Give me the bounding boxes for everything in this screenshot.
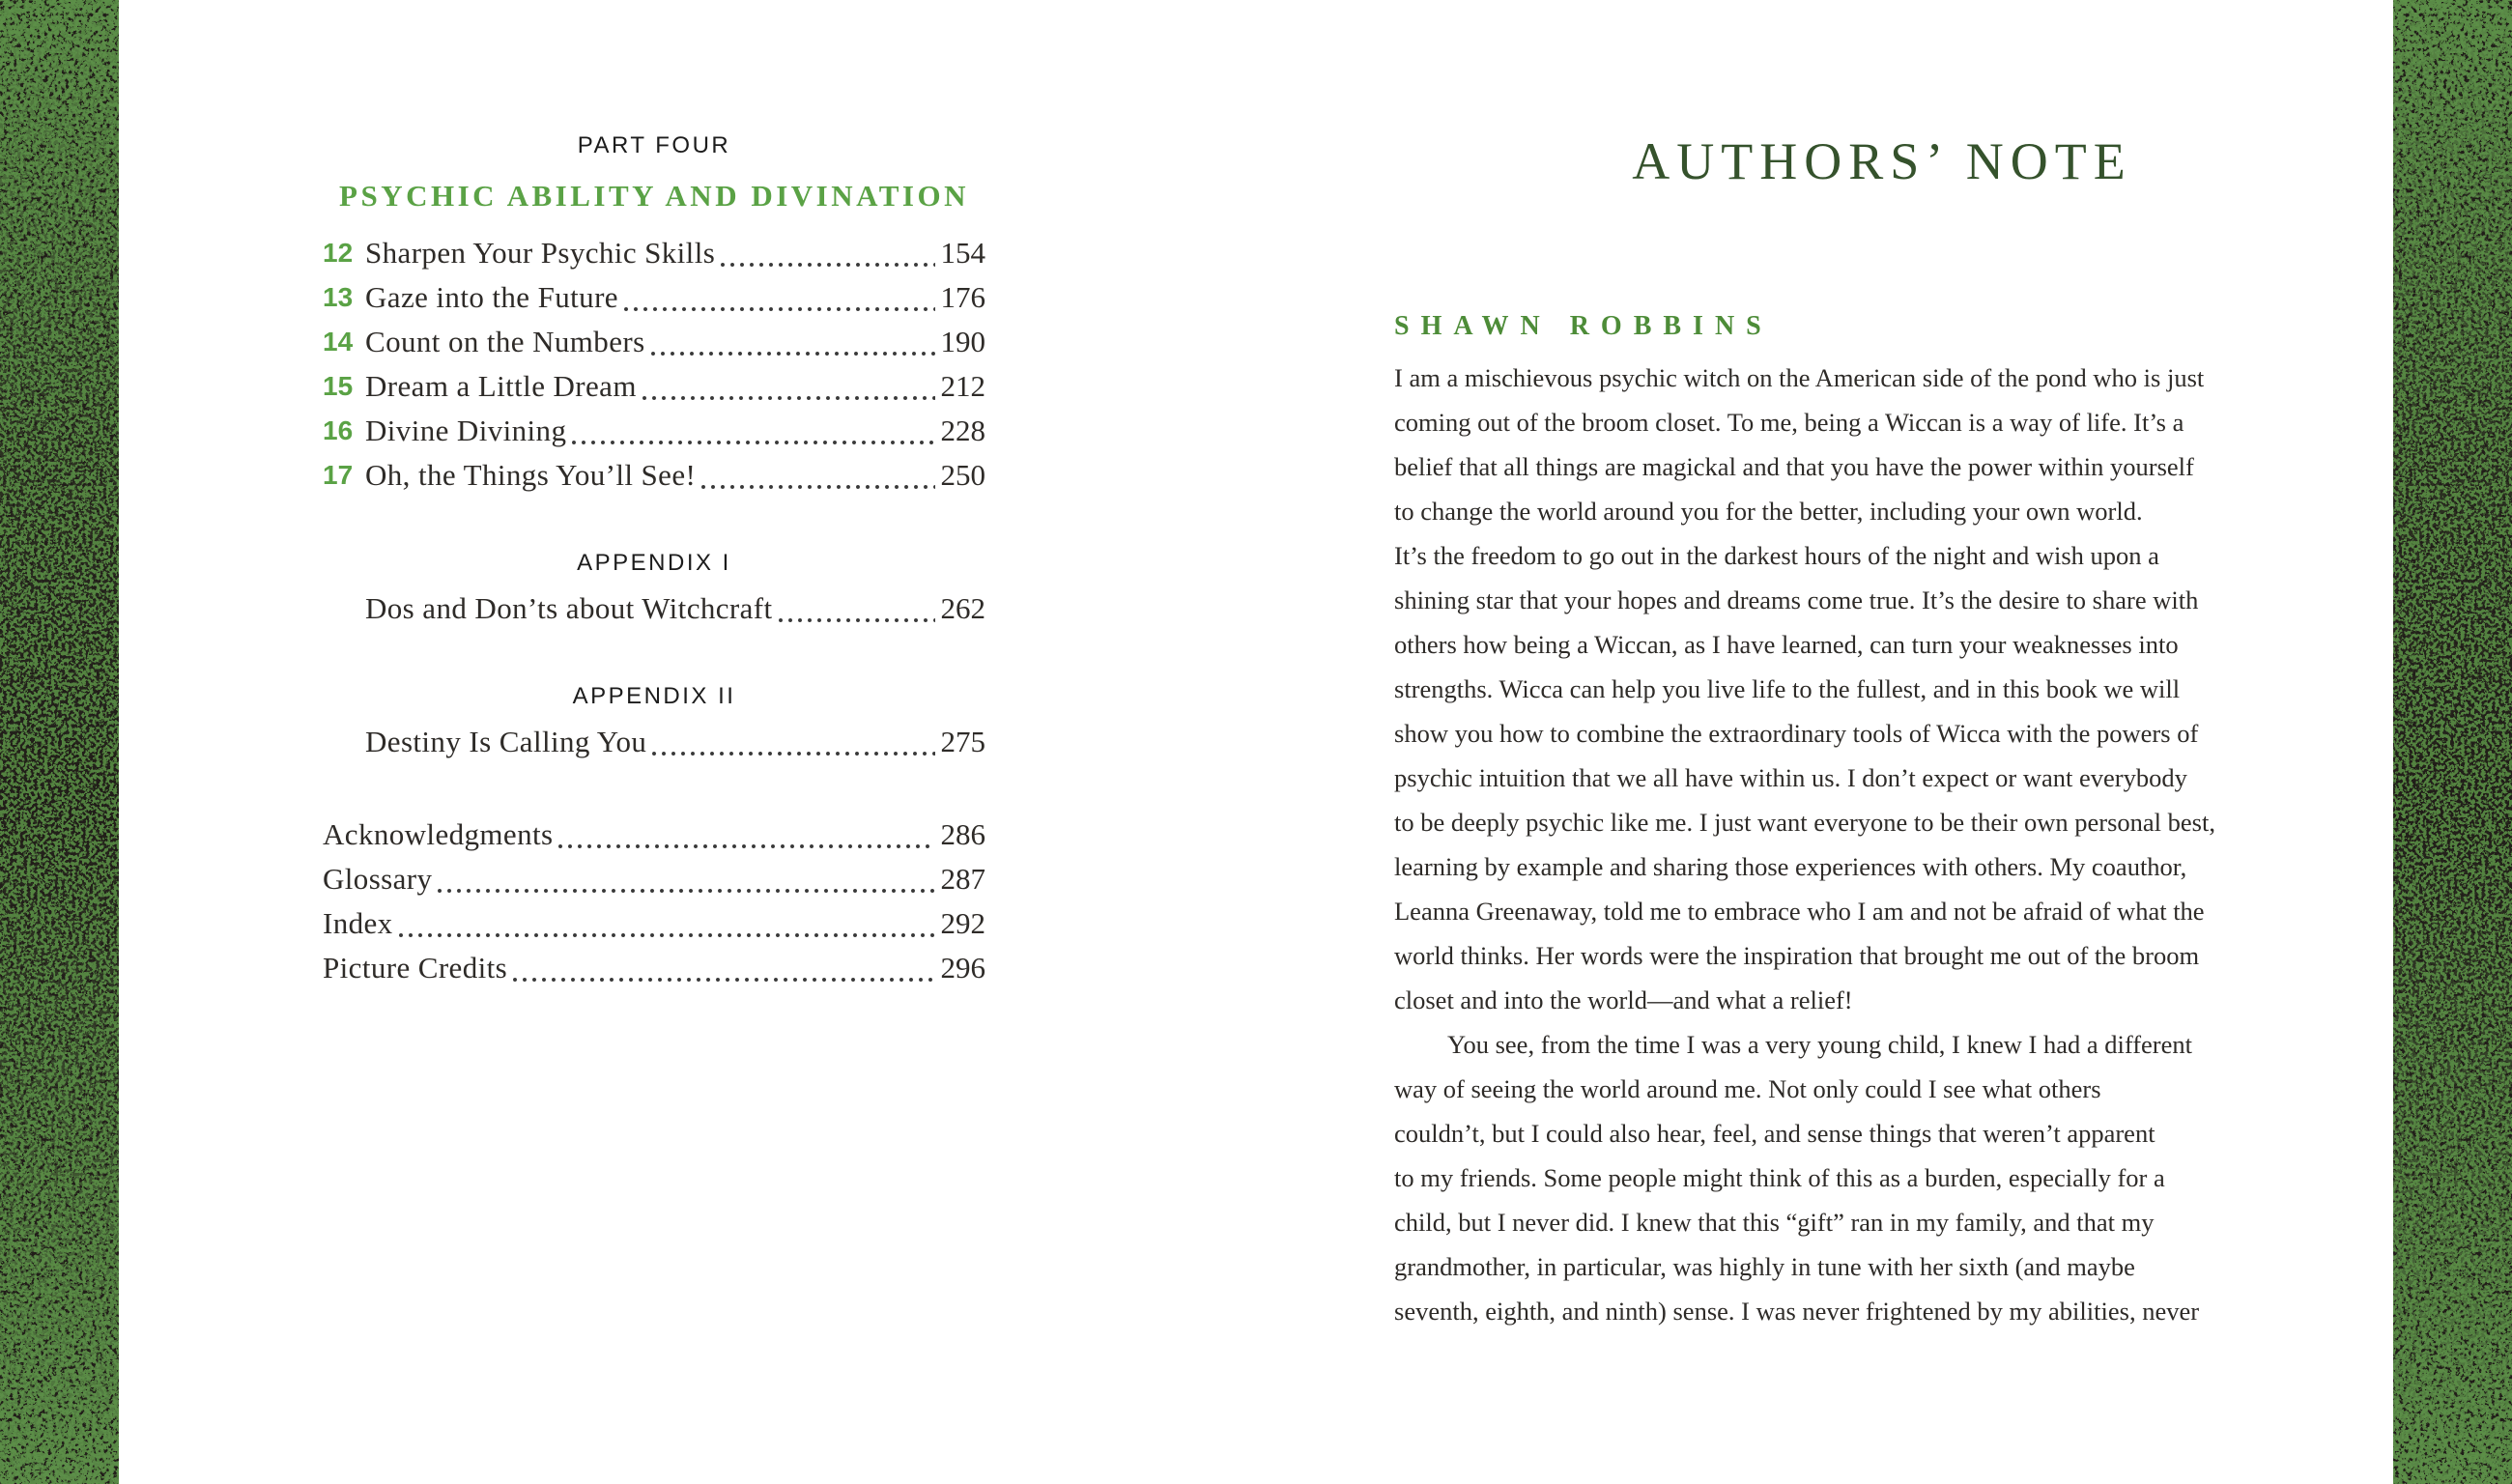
appendix-list <box>323 550 985 764</box>
backmatter-list <box>323 813 985 990</box>
chapter-number: 12 <box>323 238 354 268</box>
toc-entry-title: Oh, the Things You’ll See! <box>365 458 697 492</box>
dotted-leader <box>432 857 940 901</box>
appendix-section <box>323 683 985 764</box>
text-line: closet and into the world—and what a relief! <box>1394 985 1853 1014</box>
text-line: Leanna Greenaway, told me to embrace who I am and not be afraid of what the <box>1394 897 2205 926</box>
toc-entry-title: Glossary <box>323 862 433 896</box>
toc-entry-title: Destiny Is Calling You <box>365 725 647 758</box>
dotted-leader <box>645 320 941 364</box>
dotted-leader <box>646 720 940 764</box>
toc-row <box>323 813 985 857</box>
dotted-leader <box>566 409 940 453</box>
toc-page-number: 292 <box>940 906 985 940</box>
text-line: child, but I never did. I knew that this “gift” ran in my family, and that my <box>1394 1208 2155 1237</box>
toc-row <box>323 586 985 631</box>
appendix-header: APPENDIX I <box>577 550 731 576</box>
toc-row <box>323 946 985 990</box>
appendix-section <box>323 550 985 631</box>
dotted-leader <box>696 453 940 498</box>
toc-page-number: 250 <box>940 458 985 492</box>
text-line: others how being a Wiccan, as I have learned, can turn your weaknesses into <box>1394 630 2179 659</box>
body-text <box>1394 356 2370 1333</box>
toc-page-number: 154 <box>940 236 985 270</box>
chapter-number: 13 <box>323 282 354 312</box>
toc-row <box>323 231 985 275</box>
toc-entry-title: Acknowledgments <box>323 817 554 851</box>
part-label: PART FOUR <box>577 132 731 158</box>
toc-entry-title: Count on the Numbers <box>365 325 645 358</box>
text-line: psychic intuition that we all have within us. I don’t expect or want everybody <box>1394 763 2187 792</box>
toc-page <box>323 132 985 990</box>
toc-row <box>323 275 985 320</box>
toc-row <box>323 901 985 946</box>
toc-page-number: 190 <box>940 325 985 358</box>
text-line: world thinks. Her words were the inspiration that brought me out of the broom <box>1394 941 2200 970</box>
toc-row <box>323 857 985 901</box>
toc-row <box>323 453 985 498</box>
appendix-header: APPENDIX II <box>572 683 736 709</box>
dotted-leader <box>618 275 941 320</box>
text-line: belief that all things are magickal and that you have the power within yourself <box>1394 452 2194 481</box>
toc-entry-title: Index <box>323 906 393 940</box>
toc-row <box>323 409 985 453</box>
toc-page-number: 296 <box>940 951 985 985</box>
toc-entry-title: Gaze into the Future <box>365 280 618 314</box>
chapter-number: 16 <box>323 415 354 445</box>
toc-page-number: 228 <box>940 414 985 447</box>
text-line: I am a mischievous psychic witch on the American side of the pond who is just <box>1394 363 2205 392</box>
toc-page-number: 286 <box>940 817 985 851</box>
text-line: show you how to combine the extraordinary tools of Wicca with the powers of <box>1394 719 2199 748</box>
toc-row <box>323 720 985 764</box>
author-name-heading: SHAWN ROBBINS <box>1394 311 1773 341</box>
text-line: learning by example and sharing those experiences with others. My coauthor, <box>1394 852 2187 881</box>
text-line: way of seeing the world around me. Not only could I see what others <box>1394 1074 2101 1103</box>
toc-entry-title: Dos and Don’ts about Witchcraft <box>365 591 773 625</box>
dotted-leader <box>393 901 941 946</box>
text-line: couldn’t, but I could also hear, feel, and sense things that weren’t apparent <box>1394 1119 2155 1148</box>
book-edge-texture-left <box>0 0 119 1484</box>
toc-page-number: 212 <box>940 369 985 403</box>
text-line: shining star that your hopes and dreams come true. It’s the desire to share with <box>1394 585 2199 614</box>
dotted-leader <box>553 813 940 857</box>
chapter-list <box>323 231 985 498</box>
paragraph <box>1394 1022 2370 1333</box>
toc-page-number: 287 <box>940 862 985 896</box>
page-title: AUTHORS’ NOTE <box>1632 132 2132 190</box>
text-line: You see, from the time I was a very young child, I knew I had a different <box>1447 1030 2192 1059</box>
toc-entry-title: Divine Divining <box>365 414 567 447</box>
dotted-leader <box>773 586 941 631</box>
toc-row <box>323 364 985 409</box>
text-line: to change the world around you for the better, including your own world. <box>1394 497 2143 526</box>
chapter-number: 17 <box>323 460 354 490</box>
text-line: coming out of the broom closet. To me, being a Wiccan is a way of life. It’s a <box>1394 408 2184 437</box>
toc-page-number: 176 <box>940 280 985 314</box>
toc-page-number: 275 <box>940 725 985 758</box>
text-line: grandmother, in particular, was highly in tune with her sixth (and maybe <box>1394 1252 2135 1281</box>
paragraph <box>1394 356 2370 1022</box>
part-title: PSYCHIC ABILITY AND DIVINATION <box>339 179 969 213</box>
text-line: It’s the freedom to go out in the darkest hours of the night and wish upon a <box>1394 541 2159 570</box>
text-line: seventh, eighth, and ninth) sense. I was never frightened by my abilities, never <box>1394 1297 2200 1326</box>
dotted-leader <box>507 946 940 990</box>
dotted-leader <box>715 231 940 275</box>
dotted-leader <box>637 364 941 409</box>
chapter-number: 14 <box>323 327 354 357</box>
toc-page-number: 262 <box>940 591 985 625</box>
toc-entry-title: Dream a Little Dream <box>365 369 637 403</box>
toc-entry-title: Picture Credits <box>323 951 508 985</box>
chapter-number: 15 <box>323 371 354 401</box>
text-line: to my friends. Some people might think of this as a burden, especially for a <box>1394 1163 2165 1192</box>
text-line: to be deeply psychic like me. I just want everyone to be their own personal best, <box>1394 808 2215 837</box>
text-line: strengths. Wicca can help you live life to the fullest, and in this book we will <box>1394 674 2181 703</box>
toc-row <box>323 320 985 364</box>
toc-entry-title: Sharpen Your Psychic Skills <box>365 236 716 270</box>
authors-note-page <box>1394 132 2370 1333</box>
book-edge-texture-right <box>2393 0 2512 1484</box>
